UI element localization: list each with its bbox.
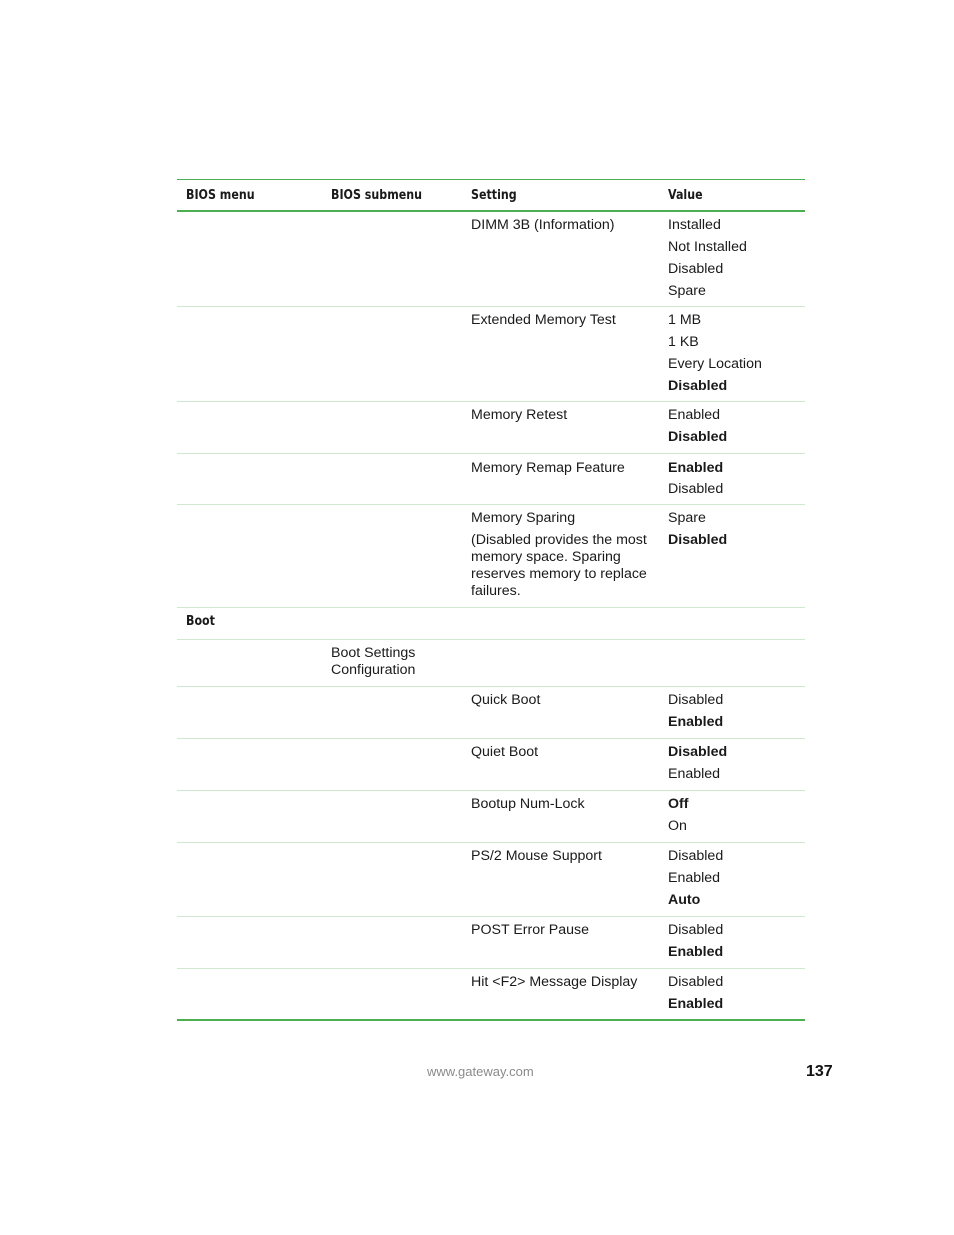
setting-name: Hit <F2> Message Display [471,974,638,990]
value-option: Disabled [668,922,724,938]
setting-name: Memory Sparing [471,510,576,526]
value-option-default: Enabled [668,460,724,476]
value-option-default: Off [668,796,689,812]
value-list [668,217,798,305]
value-option-default: Disabled [668,378,728,394]
setting-block [471,510,656,600]
table-row [177,402,805,454]
setting-note: (Disabled provides the most memory space. Sparing reserves memory to replace failures. [471,532,647,599]
table-row [177,454,805,505]
table-row [177,969,805,1019]
value-list [668,407,798,451]
footer-url: www.gateway.com [427,1064,534,1079]
value-list [668,510,798,554]
value-option: Not Installed [668,239,747,255]
value-list [668,692,798,736]
table-row [177,307,805,402]
value-option: Spare [668,510,706,526]
value-option: Enabled [668,766,721,782]
header-value: Value [668,187,703,203]
value-option: Enabled [668,407,721,423]
table-row [177,843,805,917]
table-row [177,687,805,739]
setting-name: Memory Remap Feature [471,460,625,476]
value-option-default: Auto [668,892,701,908]
value-option-default: Enabled [668,996,724,1012]
setting-name: Quick Boot [471,692,541,708]
table-row [177,917,805,969]
value-option: Enabled [668,870,721,886]
table-row-submenu [177,640,805,687]
value-option: On [668,818,687,834]
header-setting: Setting [471,187,517,203]
value-option: Disabled [668,974,724,990]
header-bios-menu: BIOS menu [186,187,255,203]
page-number: 137 [806,1063,833,1080]
value-option: Disabled [668,261,724,277]
table-row [177,505,805,608]
table-row [177,791,805,843]
value-option: 1 MB [668,312,702,328]
table-row-menu [177,608,805,640]
bios-settings-table [177,179,805,1021]
value-option-default: Disabled [668,532,728,548]
value-option: Disabled [668,848,724,864]
value-option: Every Location [668,356,762,372]
setting-name: POST Error Pause [471,922,590,938]
setting-name: Bootup Num-Lock [471,796,585,812]
table-row [177,739,805,791]
value-list [668,744,798,788]
value-option-default: Enabled [668,944,724,960]
value-option: Installed [668,217,721,233]
header-bios-submenu: BIOS submenu [331,187,422,203]
value-list [668,974,798,1018]
bios-menu-name: Boot [186,613,215,629]
value-option-default: Disabled [668,429,728,445]
value-option-default: Disabled [668,744,728,760]
table-row [177,212,805,307]
value-option: Spare [668,283,706,299]
setting-name: Extended Memory Test [471,312,616,328]
value-list [668,460,798,503]
setting-name: DIMM 3B (Information) [471,217,615,233]
value-option: Disabled [668,481,724,497]
value-option: 1 KB [668,334,699,350]
setting-name: Memory Retest [471,407,568,423]
value-option-default: Enabled [668,714,724,730]
value-option: Disabled [668,692,724,708]
setting-name: Quiet Boot [471,744,539,760]
bios-submenu-name: Boot Settings Configuration [331,645,416,678]
table-header [177,180,805,212]
value-list [668,796,798,840]
value-list [668,312,798,400]
value-list [668,848,798,914]
value-list [668,922,798,966]
setting-name: PS/2 Mouse Support [471,848,602,864]
